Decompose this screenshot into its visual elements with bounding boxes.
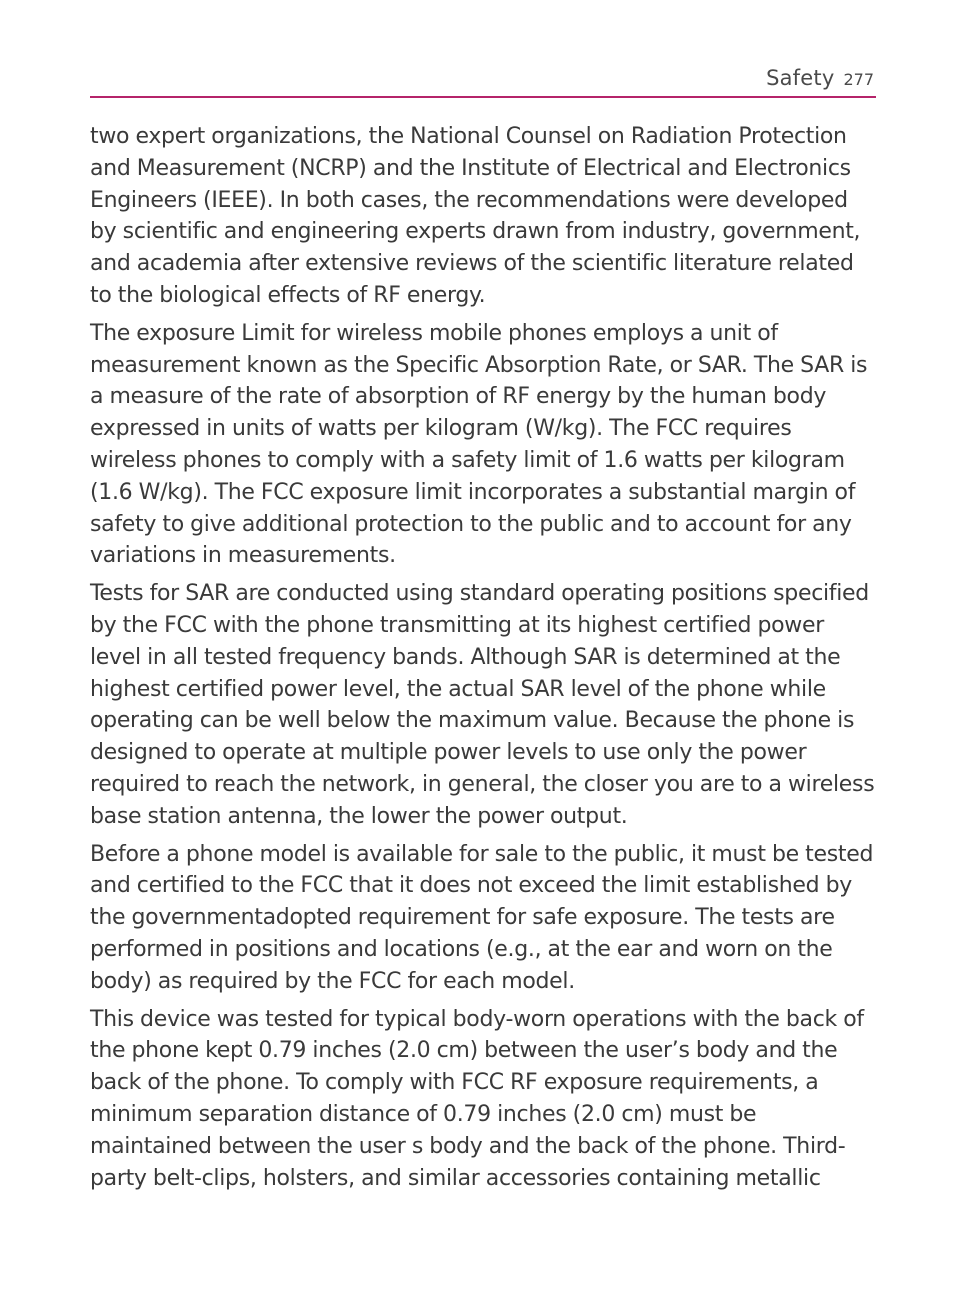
paragraph-exposure-limit: The exposure Limit for wireless mobile phones employs a unit of measurement known as the Specific Absorption Rate, or SAR. The SAR is a measure of the rate of absorption of RF energy by the human body expressed in units of watts per kilogram (W/kg). The FCC requires wireless phones to comply with a safety limit of 1.6 watts per kilogram (1.6 W/kg). The FCC exposure limit incorporates a substantial margin of safety to give additional protection to the public and to account for any variations in measurements. — [90, 320, 868, 569]
body-text — [90, 121, 880, 1200]
header-divider — [90, 96, 876, 98]
paragraph-sar-tests: Tests for SAR are conducted using standard operating positions specified by the FCC with the phone transmitting at its highest certified power level in all tested frequency bands. Although SAR is determined at the highest certified power level, the actual SAR level of the phone while operating can be well below the maximum value. Because the phone is designed to operate at multiple power levels to use only the power required to reach the network, in general, the closer you are to a wireless base station antenna, the lower the power output. — [90, 581, 875, 829]
header-labels — [766, 66, 874, 90]
paragraph-certification: Before a phone model is available for sale to the public, it must be tested and certified to the FCC that it does not exceed the limit established by the governmentadopted requirement for safe exposure. The tests are performed in positions and locations (e.g., at the ear and worn on the body) as required by the FCC for each model. — [90, 841, 874, 994]
page-header — [90, 58, 876, 98]
paragraph-expert-organizations: two expert organizations, the National Counsel on Radiation Protection and Measurement (NCRP) and the Institute of Electrical and Electronics Engineers (IEEE). In both cases, the recommendations were developed by scientific and engineering experts drawn from industry, government, and academia after extensive reviews of the scientific literature related to the biological effects of RF energy. — [90, 124, 861, 308]
page-number: 277 — [843, 70, 874, 89]
section-title: Safety — [766, 66, 835, 90]
paragraph-body-worn: This device was tested for typical body-worn operations with the back of the phone kept 0.79 inches (2.0 cm) between the user’s body and the back of the phone. To comply with FCC RF exposure requirements, a minimum separation distance of 0.79 inches (2.0 cm) must be maintained between the user s body and the back of the phone. Third-party belt-clips, holsters, and similar accessories containing metallic — [90, 1006, 864, 1191]
